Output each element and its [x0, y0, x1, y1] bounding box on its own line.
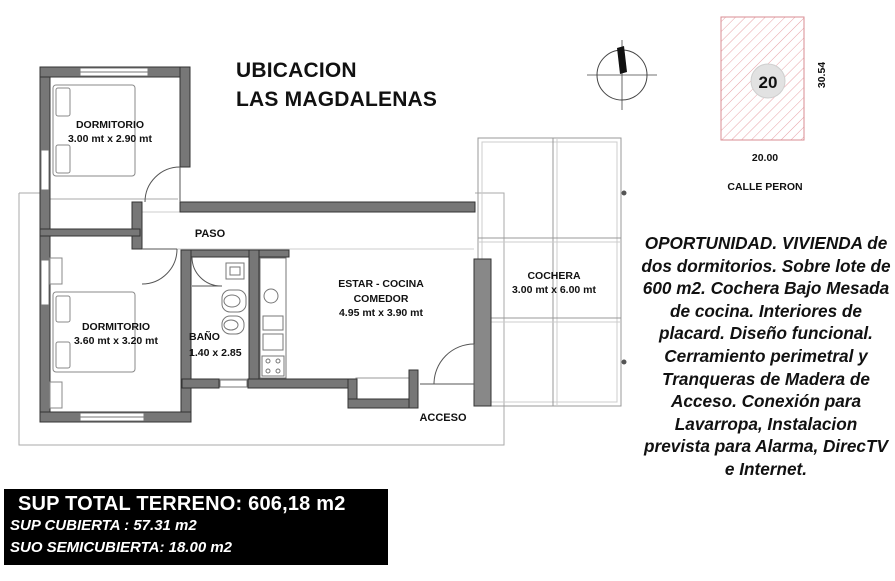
title-line-2: LAS MAGDALENAS: [236, 88, 438, 111]
dormitorio-2-size: 3.60 mt x 3.20 mt: [73, 335, 159, 347]
lot-diagram: [721, 17, 828, 193]
semicovered-area: SUO SEMICUBIERTA: 18.00 m2: [10, 539, 233, 556]
estar-size: 4.95 mt x 3.90 mt: [338, 307, 424, 319]
title-line-1: UBICACION: [236, 59, 357, 82]
dormitorio-2-name: DORMITORIO: [81, 321, 151, 333]
street-name: CALLE PERON: [727, 181, 803, 193]
area-summary: [4, 489, 388, 565]
property-description: OPORTUNIDAD. VIVIENDA de dos dormitorios. Sobre lote de 600 m2. Cochera Bajo Mesada de cocina. Interiores de placard. Diseño funcional. Cerramiento perimetral y Tranqueras de Madera de Acceso. Conexión para Lavarropa, Instalacion prevista para Alarma, DirecTV e Internet.: [641, 233, 891, 479]
lot-depth: 30.54: [816, 61, 828, 89]
acceso-name: ACCESO: [419, 412, 467, 424]
lot-number: 20: [758, 73, 778, 92]
page-title: [236, 56, 437, 114]
compass-icon: [587, 40, 657, 110]
cochera-name: COCHERA: [527, 270, 581, 282]
covered-area: SUP CUBIERTA : 57.31 m2: [10, 517, 197, 534]
dormitorio-1-name: DORMITORIO: [75, 119, 145, 131]
total-area: SUP TOTAL TERRENO: 606,18 m2: [18, 493, 346, 515]
estar-name-2: COMEDOR: [353, 293, 409, 305]
room-labels: [68, 119, 597, 424]
dormitorio-1-size: 3.00 mt x 2.90 mt: [67, 133, 153, 145]
bano-size: 1.40 x 2.85: [189, 347, 242, 359]
bano-name: BAÑO: [189, 331, 220, 343]
estar-name-1: ESTAR - COCINA: [338, 278, 424, 290]
paso-name: PASO: [194, 228, 226, 240]
lot-width: 20.00: [751, 152, 779, 164]
cochera-size: 3.00 mt x 6.00 mt: [511, 284, 597, 296]
